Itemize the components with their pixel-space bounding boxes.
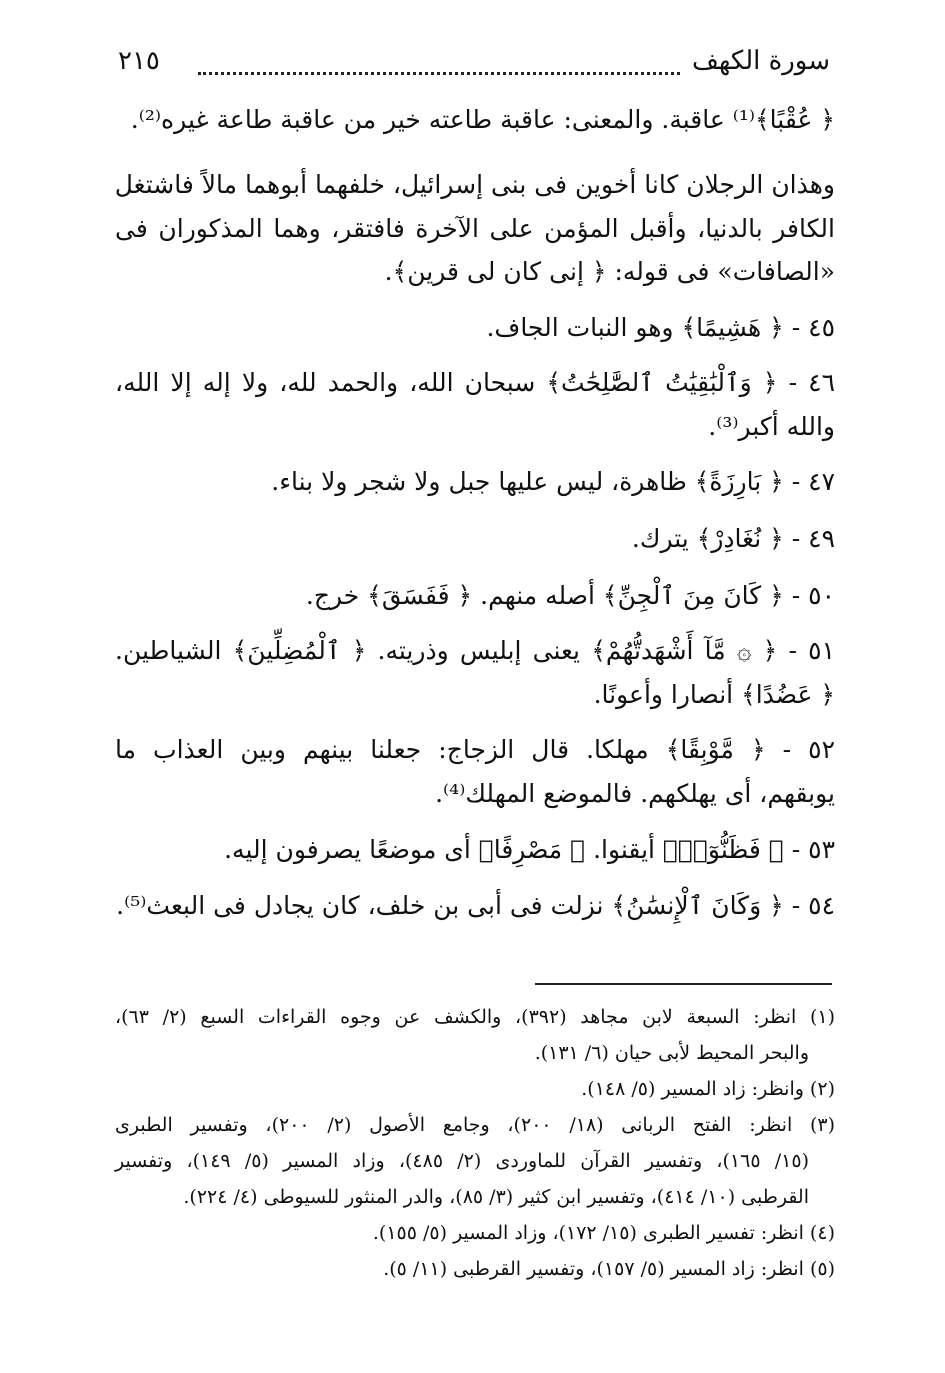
verse-46: ٤٦ - ﴿ وَٱلْبَٰقِيَٰتُ ٱلصَّٰلِحَٰتُ﴾ سبحان الله، والحمد لله، ولا إله إلا الله، <box>115 368 835 397</box>
footnote-4: (٤) انظر: تفسير الطبرى (١٥/ ١٧٢)، وزاد المسير (٥/ ١٥٥). <box>372 1222 835 1244</box>
verse-52-cont: يوبقهم، أى يهلكهم. فالموضع المهلك⁽⁴⁾. <box>435 779 835 808</box>
running-header <box>118 46 830 86</box>
verse-54: ٥٤ - ﴿ وَكَانَ ٱلْإِنسَٰنُ﴾ نزلت فى أبى بن خلف، كان يجادل فى البعث⁽⁵⁾. <box>116 891 835 920</box>
footnote-3-cont-2: القرطبى (١٠/ ٤١٤)، وتفسير ابن كثير (٣/ ٨٥)، والدر المنثور للسيوطى (٤/ ٢٢٤). <box>183 1186 809 1208</box>
verse-50: ٥٠ - ﴿ كَانَ مِنَ ٱلْجِنِّ﴾ أصله منهم. ﴿ فَفَسَقَ﴾ خرج. <box>305 581 835 610</box>
footnote-5: (٥) انظر: زاد المسير (٥/ ١٥٧)، وتفسير القرطبى (١١/ ٥). <box>383 1258 835 1280</box>
body-line-4: «الصافات» فى قوله: ﴿ إنى كان لى قرين﴾. <box>384 257 835 286</box>
body-line-2: وهذان الرجلان كانا أخوين فى بنى إسرائيل، خلفهما أبوهما مالاً فاشتغل <box>114 170 835 199</box>
verse-52: ٥٢ - ﴿ مَّوْبِقًا﴾ مهلكا. قال الزجاج: جعلنا بينهم وبين العذاب ما <box>115 735 835 764</box>
verse-47: ٤٧ - ﴿ بَارِزَةً﴾ ظاهرة، ليس عليها جبل ولا شجر ولا بناء. <box>271 467 835 496</box>
verse-49: ٤٩ - ﴿ نُغَادِرْ﴾ يترك. <box>631 524 835 553</box>
verse-45: ٤٥ - ﴿ هَشِيمًا﴾ وهو النبات الجاف. <box>486 313 835 342</box>
footnote-separator <box>535 983 832 985</box>
footnote-3: (٣) انظر: الفتح الربانى (١٨/ ٢٠٠)، وجامع الأصول (٢/ ٢٠٠)، وتفسير الطبرى <box>115 1114 836 1136</box>
verse-51: ٥١ - ﴿ ۞ مَّآ أَشْهَدتُّهُمْ﴾ يعنى إبليس وذريته. ﴿ ٱلْمُضِلِّينَ﴾ الشياطين. <box>115 636 835 665</box>
verse-51-cont: ﴿ عَضُدًا﴾ أنصارا وأعونًا. <box>593 680 835 709</box>
footnote-1-cont: والبحر المحيط لأبى حيان (٦/ ١٣١). <box>534 1042 809 1064</box>
footnote-2: (٢) وانظر: زاد المسير (٥/ ١٤٨). <box>581 1078 835 1100</box>
verse-53: ٥٣ - ﴿ فَظَنُّوٓا۟﴾ أيقنوا. ﴿ مَصْرِفًا﴾ أى موضعًا يصرفون إليه. <box>224 835 835 864</box>
footnote-3-cont-1: (١٥/ ١٦٥)، وتفسير القرآن للماوردى (٢/ ٤٨٥)، وزاد المسير (٥/ ١٤٩)، وتفسير <box>115 1150 809 1172</box>
verse-46-cont: والله أكبر⁽³⁾. <box>708 412 835 441</box>
chapter-title: سورة الكهف <box>691 46 830 76</box>
header-dot-leader <box>198 72 680 75</box>
body-line-3: الكافر بالدنيا، وأقبل المؤمن على الآخرة فافتقر، وهما المذكوران فى <box>115 214 835 243</box>
footnote-1: (١) انظر: السبعة لابن مجاهد (٣٩٢)، والكشف عن وجوه القراءات السبع (٢/ ٦٣)، <box>115 1006 835 1028</box>
body-line-1: ﴿ عُقْبًا﴾⁽¹⁾ عاقبة. والمعنى: عاقبة طاعته خير من عاقبة طاعة غيره⁽²⁾. <box>130 105 835 134</box>
page-number: ٢١٥ <box>118 46 160 76</box>
